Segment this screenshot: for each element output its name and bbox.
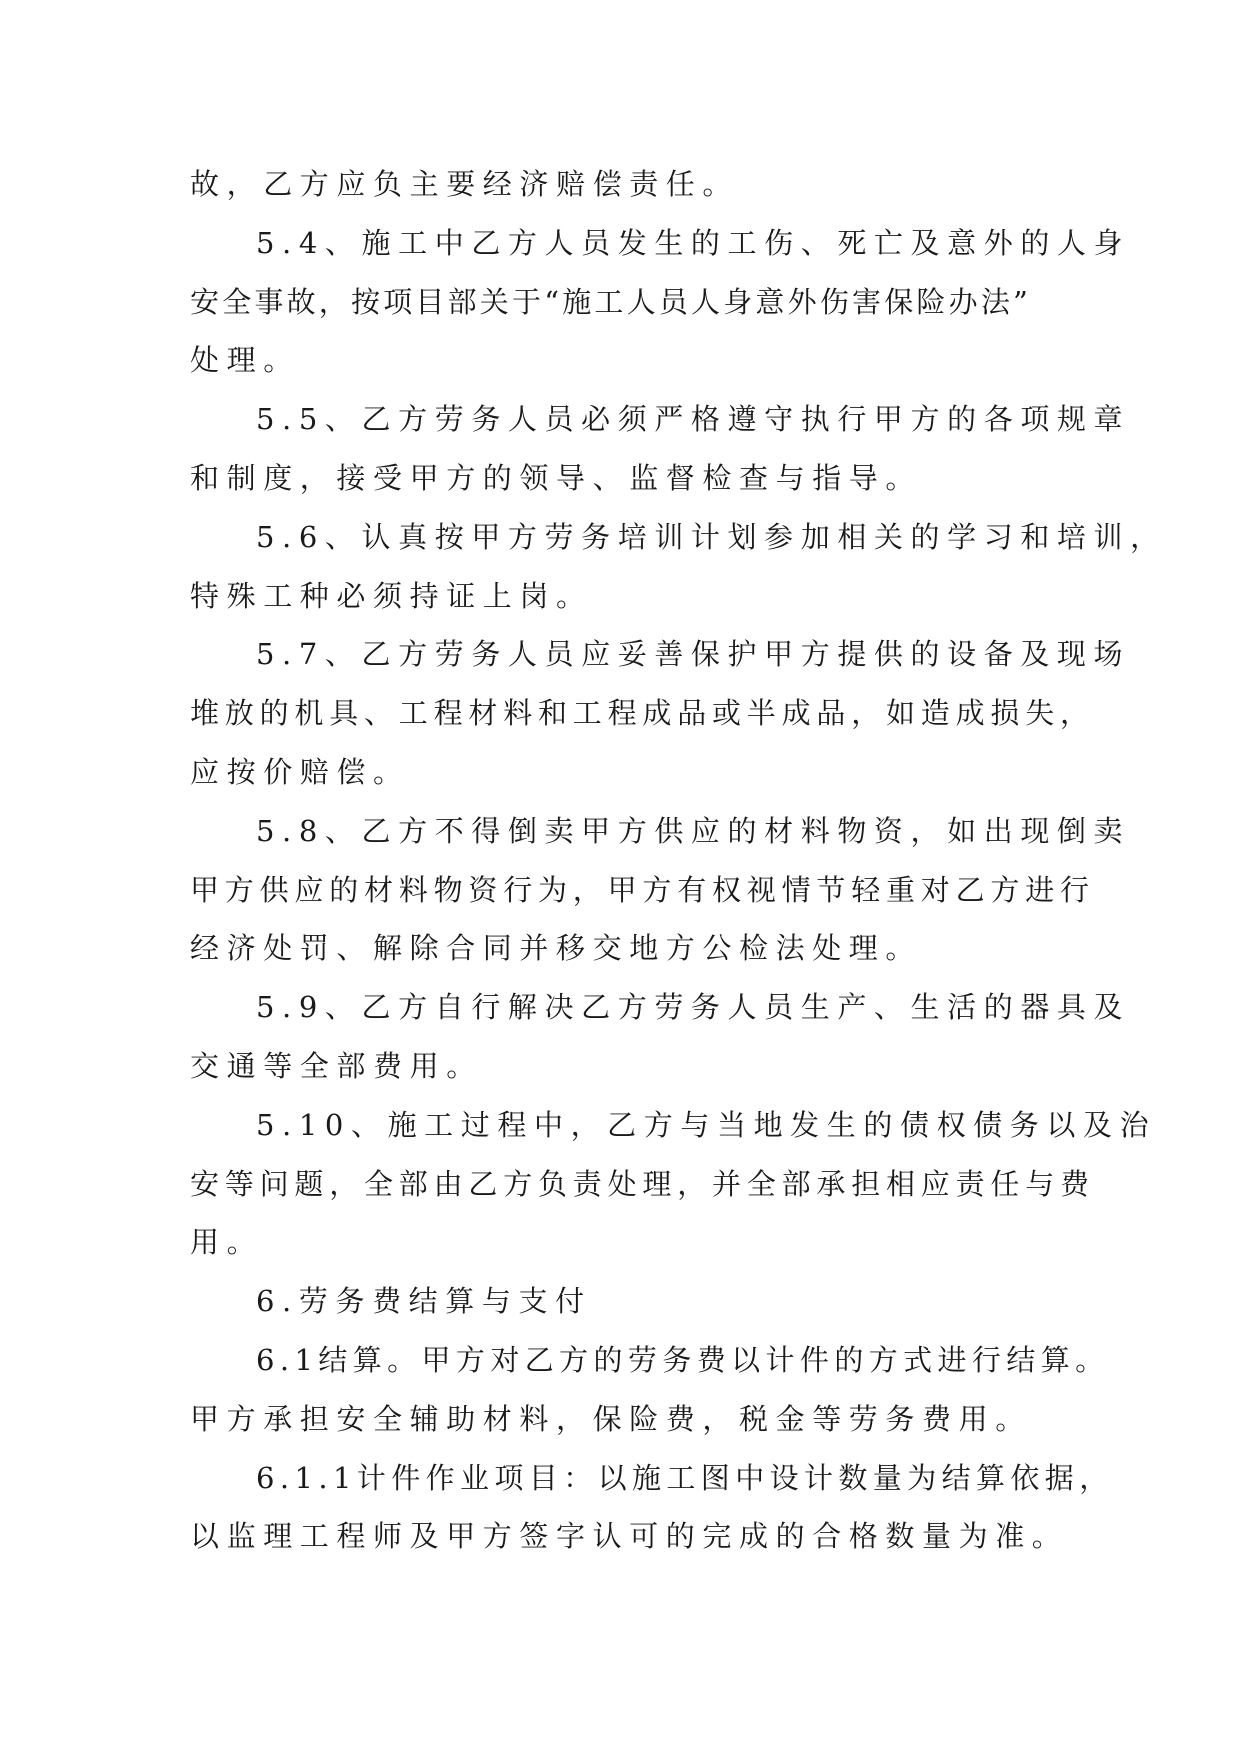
- text-line: 5.5、乙方劳务人员必须严格遵守执行甲方的各项规章: [256, 402, 1131, 437]
- text-line: 堆放的机具、工程材料和工程成品或半成品，如造成损失，: [190, 696, 1095, 731]
- clause-5-4: [190, 214, 1131, 390]
- text-line: 经济处罚、解除合同并移交地方公检法处理。: [190, 931, 923, 966]
- text-line: 6.劳务费结算与支付: [256, 1284, 592, 1319]
- text-line: 应按价赔偿。: [190, 754, 410, 789]
- text-line: 安等问题，全部由乙方负责处理，并全部承担相应责任与费: [190, 1166, 1095, 1201]
- clause-5-6: [190, 508, 1167, 626]
- text-line: 5.10、施工过程中，乙方与当地发生的债权债务以及治: [256, 1107, 1157, 1142]
- text-line: 5.6、认真按甲方劳务培训计划参加相关的学习和培训，: [256, 519, 1167, 554]
- text-line: 特殊工种必须持证上岗。: [190, 578, 593, 613]
- clause-5-10: [190, 1096, 1157, 1272]
- clause-5-7: [190, 625, 1131, 801]
- clause-5-5: [190, 390, 1131, 508]
- text-line: 6.1.1计件作业项目：以施工图中设计数量为结算依据，: [256, 1460, 1114, 1495]
- text-line: 安全事故，按项目部关于“施工人员人身意外伤害保险办法”: [190, 284, 1032, 319]
- text-line: 5.8、乙方不得倒卖甲方供应的材料物资，如出现倒卖: [256, 813, 1131, 848]
- text-line: 用。: [190, 1225, 264, 1260]
- clause-6-1: [190, 1331, 1110, 1449]
- clause-5-9: [190, 978, 1131, 1096]
- text-line: 故，乙方应负主要经济赔偿责任。: [190, 167, 740, 201]
- text-line: 甲方承担安全辅助材料，保险费，税金等劳务费用。: [190, 1401, 1032, 1436]
- text-line: 甲方供应的材料物资行为，甲方有权视情节轻重对乙方进行: [190, 872, 1095, 907]
- paragraph-continuation: [190, 155, 1060, 214]
- clause-5-8: [190, 802, 1131, 978]
- text-line: 和制度，接受甲方的领导、监督检查与指导。: [190, 460, 923, 495]
- text-line: 6.1结算。甲方对乙方的劳务费以计件的方式进行结算。: [256, 1342, 1110, 1377]
- section-6-heading: [190, 1272, 1060, 1331]
- text-line: 处理。: [190, 343, 300, 378]
- text-line: 5.4、施工中乙方人员发生的工伤、死亡及意外的人身: [256, 225, 1131, 260]
- text-line: 交通等全部费用。: [190, 1048, 483, 1083]
- text-line: 5.9、乙方自行解决乙方劳务人员生产、生活的器具及: [256, 990, 1131, 1025]
- clause-6-1-1: [190, 1449, 1114, 1567]
- document-body: [190, 155, 1167, 1566]
- text-line: 以监理工程师及甲方签字认可的完成的合格数量为准。: [190, 1519, 1069, 1554]
- text-line: 5.7、乙方劳务人员应妥善保护甲方提供的设备及现场: [256, 637, 1131, 672]
